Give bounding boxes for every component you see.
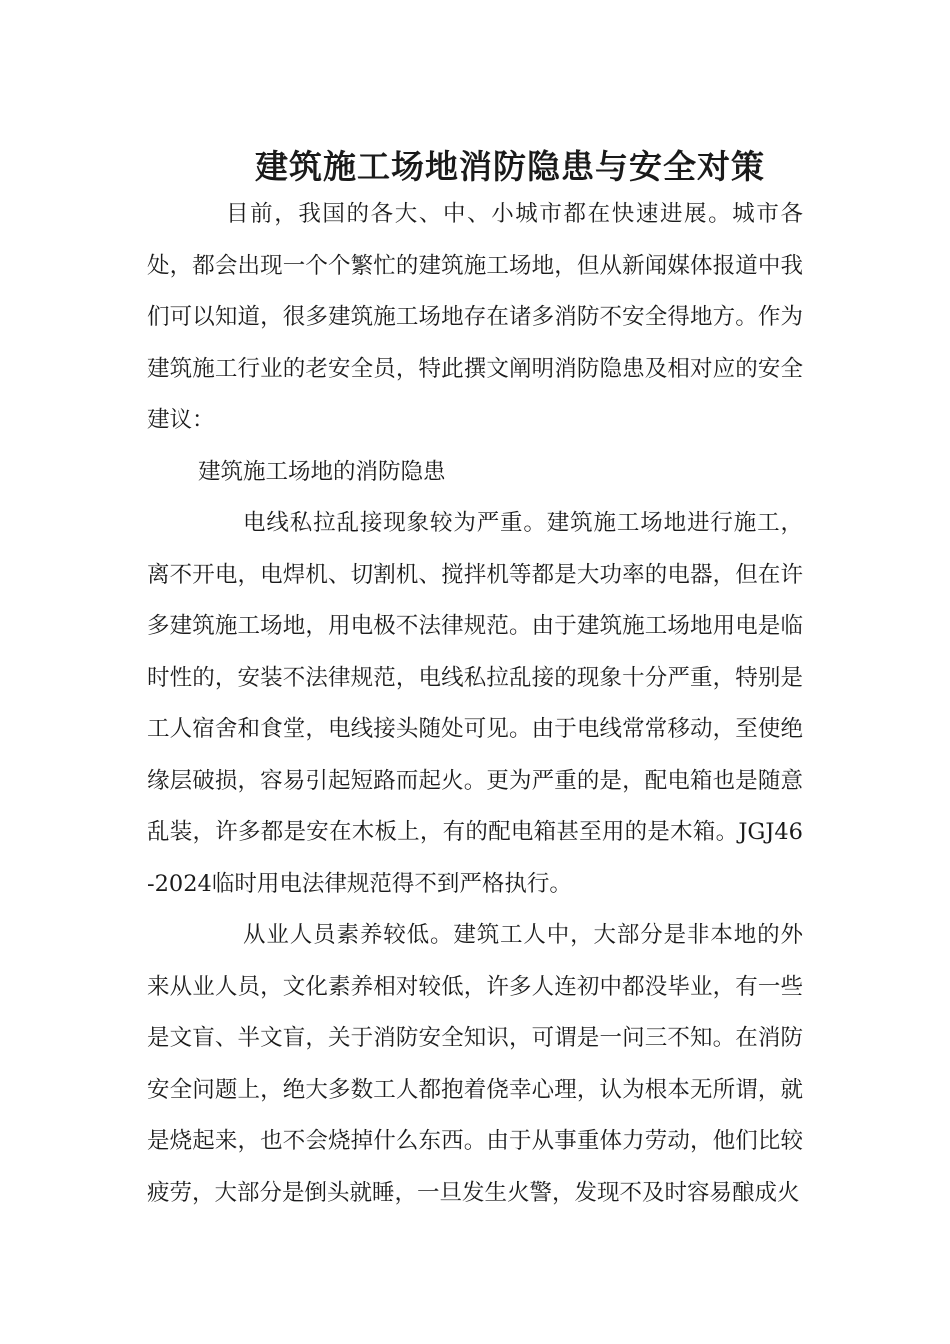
- intro-paragraph: 目前，我国的各大、中、小城市都在快速进展。城市各处，都会出现一个个繁忙的建筑施工场地，但从新闻媒体报道中我们可以知道，很多建筑施工场地存在诸多消防不安全得地方。作为建筑施工行业的老安全员，特此撰文阐明消防隐患及相对应的安全建议：: [147, 201, 803, 433]
- section-heading: 建筑施工场地的消防隐患: [198, 459, 446, 485]
- paragraph-worker-quality: 从业人员素养较低。建筑工人中，大部分是非本地的外来从业人员，文化素养相对较低，许多人连初中都没毕业，有一些是文盲、半文盲，关于消防安全知识，可谓是一问三不知。在消防安全问题上，绝大多数工人都抱着侥幸心理，认为根本无所谓，就是烧起来，也不会烧掉什么东西。由于从事重体力劳动，他们比较疲劳，大部分是倒头就睡，一旦发生火警，发现不及时容易酿成火: [147, 922, 803, 1206]
- paragraph-electric-wiring: 电线私拉乱接现象较为严重。建筑施工场地进行施工，离不开电，电焊机、切割机、搅拌机等都是大功率的电器，但在许多建筑施工场地，用电极不法律规范。由于建筑施工场地用电是临时性的，安装不法律规范，电线私拉乱接的现象十分严重，特别是工人宿舍和食堂，电线接头随处可见。由于电线常常移动，至使绝缘层破损，容易引起短路而起火。更为严重的是，配电箱也是随意乱装，许多都是安在木板上，有的配电箱甚至用的是木箱。JGJ46-2024临时用电法律规范得不到严格执行。: [147, 510, 803, 897]
- document-title: 建筑施工场地消防隐患与安全对策: [255, 147, 765, 187]
